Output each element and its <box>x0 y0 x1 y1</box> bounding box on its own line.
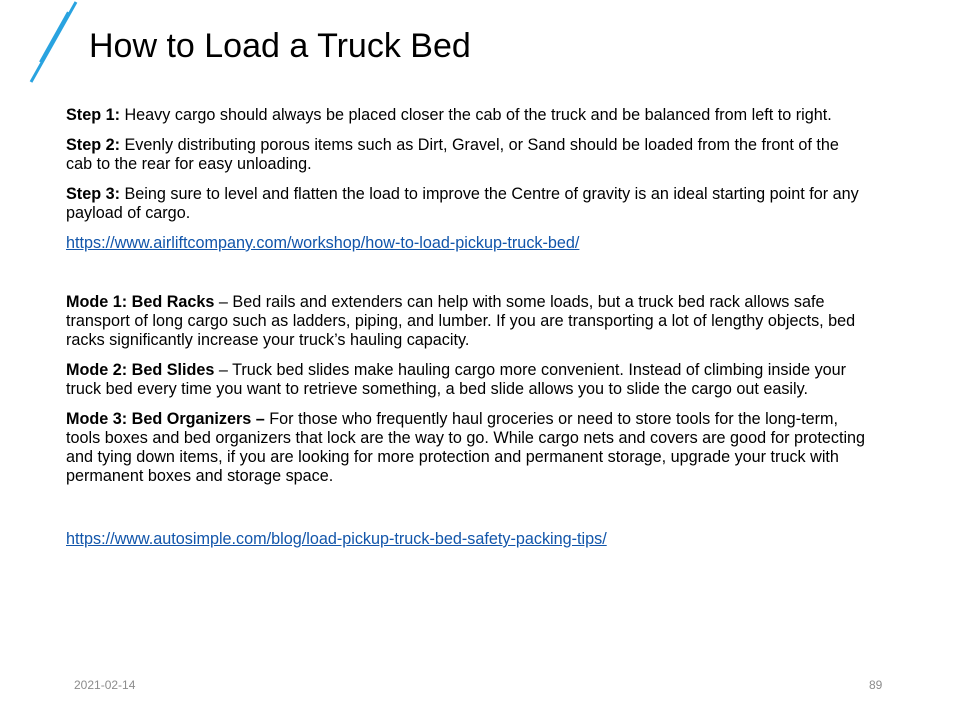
mode-2-text: – Truck bed slides make hauling cargo more convenient. Instead of climbing inside your truck bed every time you want to retrieve something, a bed slide allows you to slide the cargo out easily. <box>66 361 847 398</box>
accent-lines-decoration <box>0 0 90 90</box>
spacer <box>66 497 866 530</box>
page-number: 89 <box>869 678 883 692</box>
step-3-label: Step 3: <box>66 185 120 203</box>
step-1-paragraph <box>66 106 866 125</box>
step-2-text: Evenly distributing porous items such as Dirt, Gravel, or Sand should be loaded from the front of the cab to the rear for easy unloading. <box>66 136 839 173</box>
spacer <box>66 264 866 293</box>
step-1-text: Heavy cargo should always be placed closer the cab of the truck and be balanced from left to right. <box>119 106 832 124</box>
mode-3-text: For those who frequently haul groceries or need to store tools for the long-term, tools boxes and bed organizers that lock are the way to go. While cargo nets and covers are good for protecting and tying down items, if you are looking for more protection and permanent storage, upgrade your truck with permanent boxes and storage space. <box>66 410 866 485</box>
mode-3-label: Mode 3: Bed Organizers – <box>66 410 265 428</box>
mode-2-label: Mode 2: Bed Slides <box>66 361 215 379</box>
slide-title: How to Load a Truck Bed <box>89 27 471 65</box>
mode-1-text: – Bed rails and extenders can help with some loads, but a truck bed rack allows safe transport of long cargo such as ladders, piping, and lumber. If you are transporting a lot of lengthy objects, bed racks significantly increase your truck’s hauling capacity. <box>66 293 856 349</box>
airlift-link[interactable]: https://www.airliftcompany.com/workshop/how-to-load-pickup-truck-bed/ <box>66 234 580 252</box>
accent-line-1 <box>31 2 76 82</box>
step-2-paragraph <box>66 136 866 174</box>
autosimple-link[interactable]: https://www.autosimple.com/blog/load-pickup-truck-bed-safety-packing-tips/ <box>66 530 607 548</box>
step-2-label: Step 2: <box>66 136 120 154</box>
mode-2-paragraph <box>66 361 866 399</box>
step-1-label: Step 1: <box>66 106 120 124</box>
mode-3-paragraph <box>66 410 866 486</box>
accent-line-2 <box>40 12 68 62</box>
link-2-paragraph <box>66 530 866 549</box>
mode-1-label: Mode 1: Bed Racks <box>66 293 215 311</box>
step-3-text: Being sure to level and flatten the load to improve the Centre of gravity is an ideal starting point for any payload of cargo. <box>66 185 859 222</box>
link-1-paragraph <box>66 234 866 253</box>
slide-content <box>66 106 866 560</box>
footer-date: 2021-02-14 <box>74 678 136 692</box>
step-3-paragraph <box>66 185 866 223</box>
mode-1-paragraph <box>66 293 866 350</box>
